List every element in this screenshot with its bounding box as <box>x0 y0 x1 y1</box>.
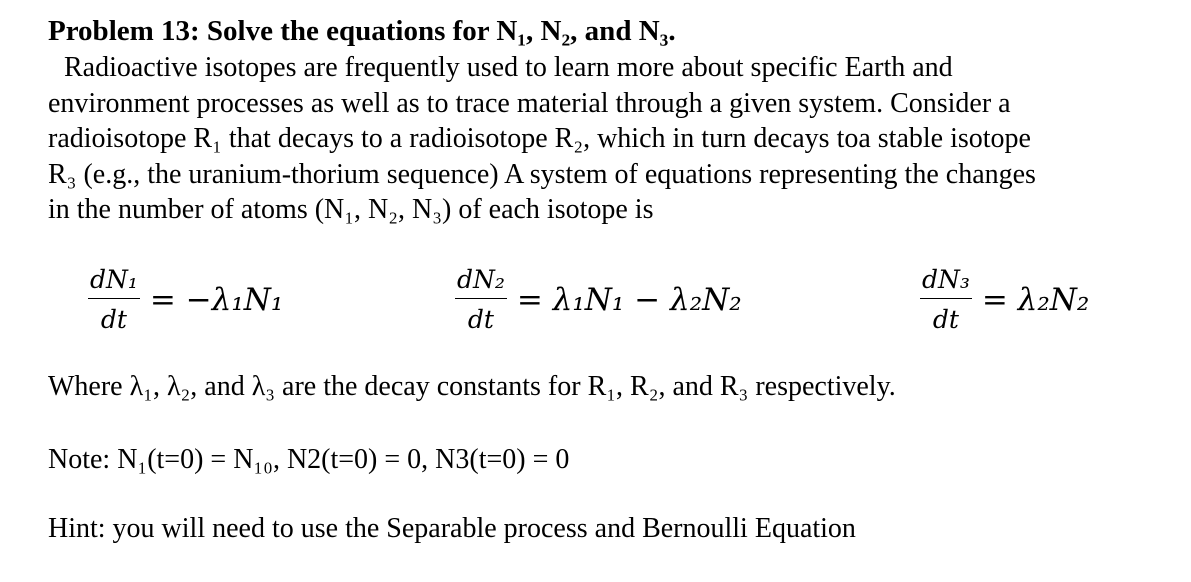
equation-dn3-dt <box>920 260 1089 340</box>
fraction-numerator: dN₃ <box>920 265 972 299</box>
problem-description <box>48 50 1148 228</box>
equation-dn1-dt <box>88 260 283 340</box>
hint-text: Hint: you will need to use the Separable process and Bernoulli Equation <box>48 513 856 544</box>
equation-right-side: = λ₁N₁ − λ₂N₂ <box>516 282 742 318</box>
paragraph-line: in the number of atoms (N₁, N₂, N₃) of each isotope is <box>48 194 654 225</box>
equation-dn2-dt <box>455 260 742 340</box>
fraction-numerator: dN₂ <box>455 265 507 299</box>
decay-constants-text: Where λ₁, λ₂, and λ₃ are the decay constants for R₁, R₂, and R₃ respectively. <box>48 371 896 402</box>
fraction-denominator: dt <box>100 305 127 334</box>
derivative-fraction <box>920 265 972 335</box>
derivative-fraction <box>455 265 507 335</box>
initial-conditions-note: Note: N₁(t=0) = N₁₀, N2(t=0) = 0, N3(t=0) = 0 <box>48 444 570 475</box>
problem-title: Problem 13: Solve the equations for N₁, N₂, and N₃. <box>48 15 676 47</box>
derivative-fraction <box>88 265 140 335</box>
paragraph-line: radioisotope R₁ that decays to a radioisotope R₂, which in turn decays toa stable isotope <box>48 123 1031 154</box>
paragraph-line: R₃ (e.g., the uranium-thorium sequence) A system of equations representing the changes <box>48 158 1036 190</box>
equation-right-side: = λ₂N₂ <box>981 282 1090 318</box>
fraction-denominator: dt <box>467 305 494 334</box>
fraction-denominator: dt <box>932 305 959 334</box>
fraction-numerator: dN₁ <box>88 265 140 299</box>
paragraph-line: environment processes as well as to trace material through a given system. Consider a <box>48 87 1011 119</box>
paragraph-line: Radioactive isotopes are frequently used to learn more about specific Earth and <box>64 52 953 83</box>
equation-right-side: = −λ₁N₁ <box>149 282 284 318</box>
